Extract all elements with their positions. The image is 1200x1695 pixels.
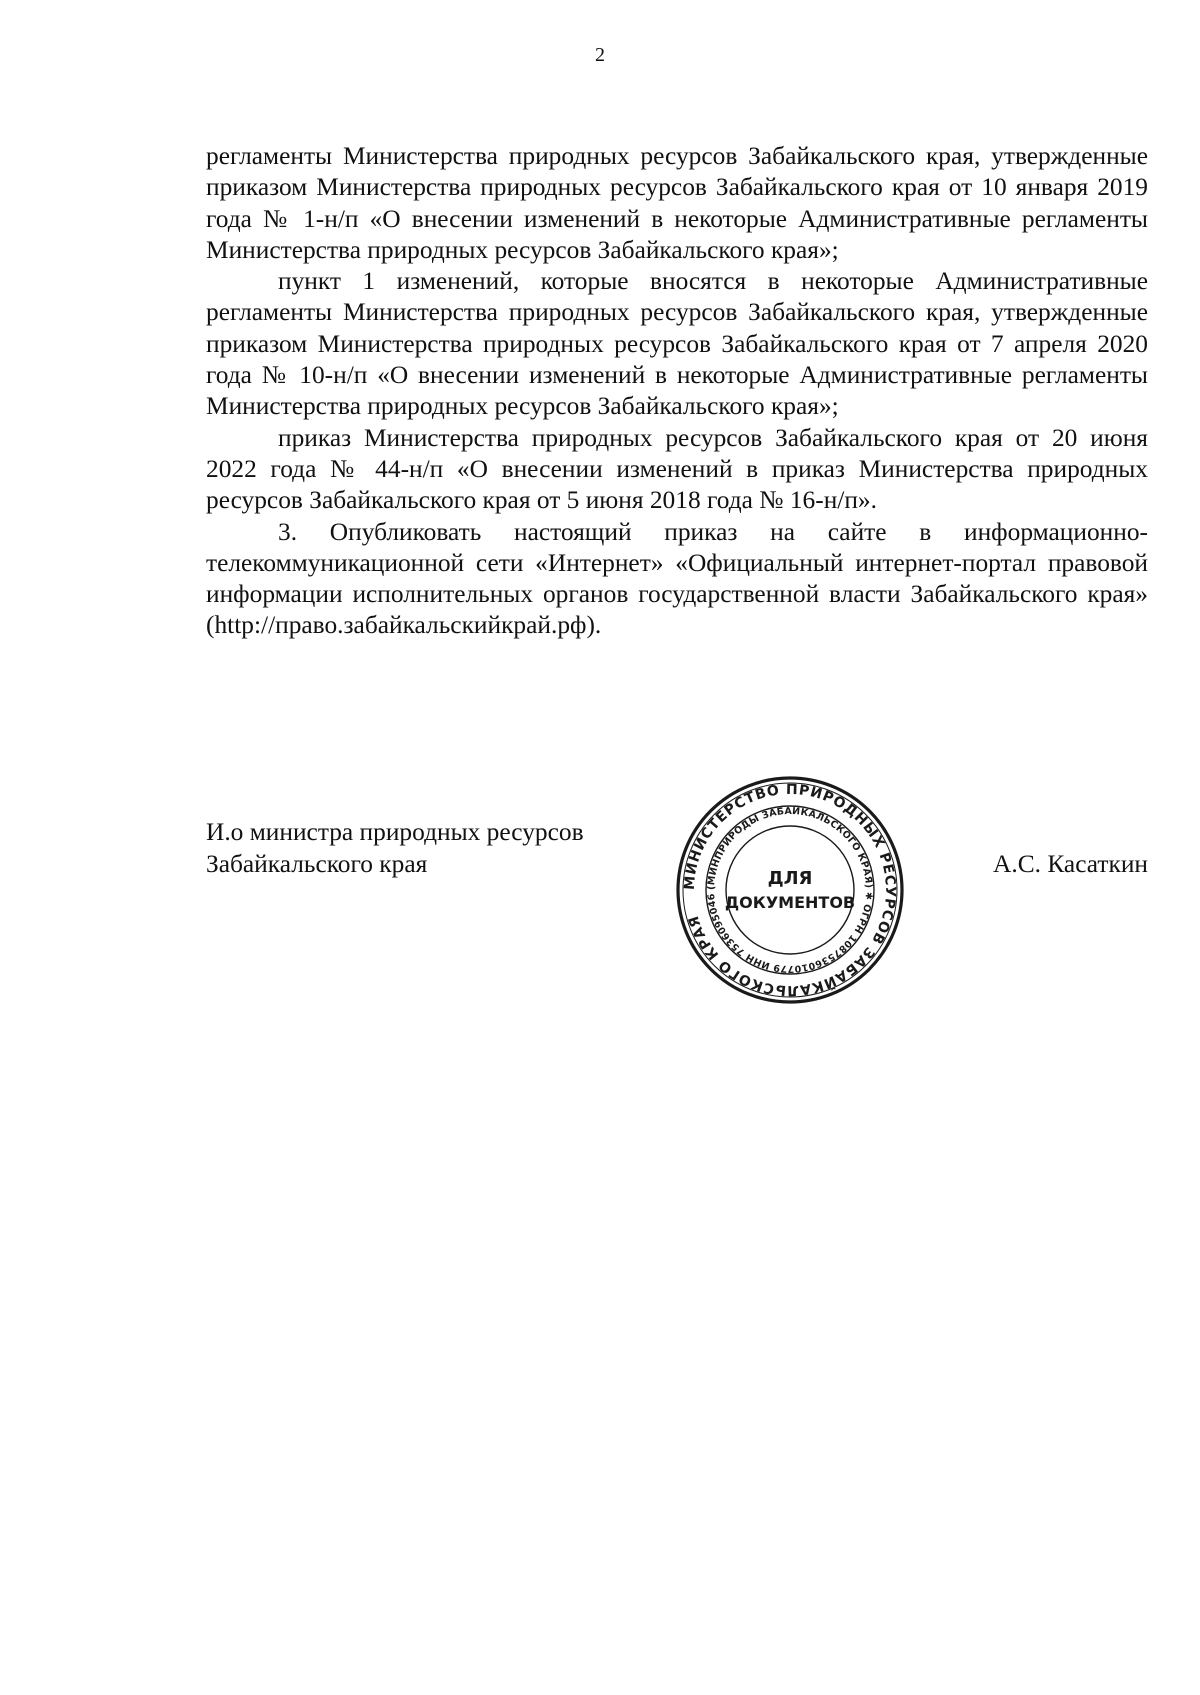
stamp-inner-ring: [726, 826, 854, 954]
signatory-title-line2: Забайкальского края: [206, 850, 428, 878]
paragraph-regulations-2019: регламенты Министерства природных ресурсов Забайкальского края, утвержденные приказом Министерства природных ресурсов Забайкальского края от 10 января 2019 года № 1-н/п «О внесении изменений в некоторые Административные регламенты Министерства природных ресурсов Забайкальского края»;: [206, 142, 1148, 264]
signatory-title-line1: И.о министра природных ресурсов: [206, 818, 584, 846]
page-number: 2: [595, 44, 605, 66]
document-body: [206, 141, 1148, 642]
official-seal-stamp: [672, 772, 908, 1008]
stamp-inner-text: (МИНПРИРОДЫ ЗАБАЙКАЛЬСКОГО КРАЯ) ✱ ОГРН 1087536010779 ИНН 7536095046: [705, 805, 875, 975]
stamp-outer-text: МИНИСТЕРСТВО ПРИРОДНЫХ РЕСУРСОВ ЗАБАЙКАЛЬСКОГО КРАЯ: [681, 781, 899, 999]
paragraph-regulations-2020: пункт 1 изменений, которые вносятся в некоторые Административные регламенты Министерства природных ресурсов Забайкальского края, утвержденные приказом Министерства природных ресурсов Забайкальского края от 7 апреля 2020 года № 10-н/п «О внесении изменений в некоторые Административные регламенты Министерства природных ресурсов Забайкальского края»;: [206, 267, 1148, 421]
stamp-center-line2: ДОКУМЕНТОВ: [724, 893, 856, 912]
signatory-title: [206, 816, 584, 880]
paragraph-order-2022: приказ Министерства природных ресурсов Забайкальского края от 20 июня 2022 года № 44-н/п «О внесении изменений в приказ Министерства природных ресурсов Забайкальского края от 5 июня 2018 года № 16-н/п».: [206, 423, 1148, 515]
paragraph-publish-order: 3. Опубликовать настоящий приказ на сайте в информационно-телекоммуникационной сети «Интернет» «Официальный интернет-портал правовой информации исполнительных органов государственной власти Забайкальского края» (http://право.забайкальскийкрай.рф).: [206, 517, 1148, 640]
stamp-center-line1: ДЛЯ: [767, 868, 813, 889]
svg-text:(МИНПРИРОДЫ ЗАБАЙКАЛЬСКОГО КРА: [706, 805, 874, 974]
signatory-name: А.С. Касаткин: [993, 850, 1148, 878]
